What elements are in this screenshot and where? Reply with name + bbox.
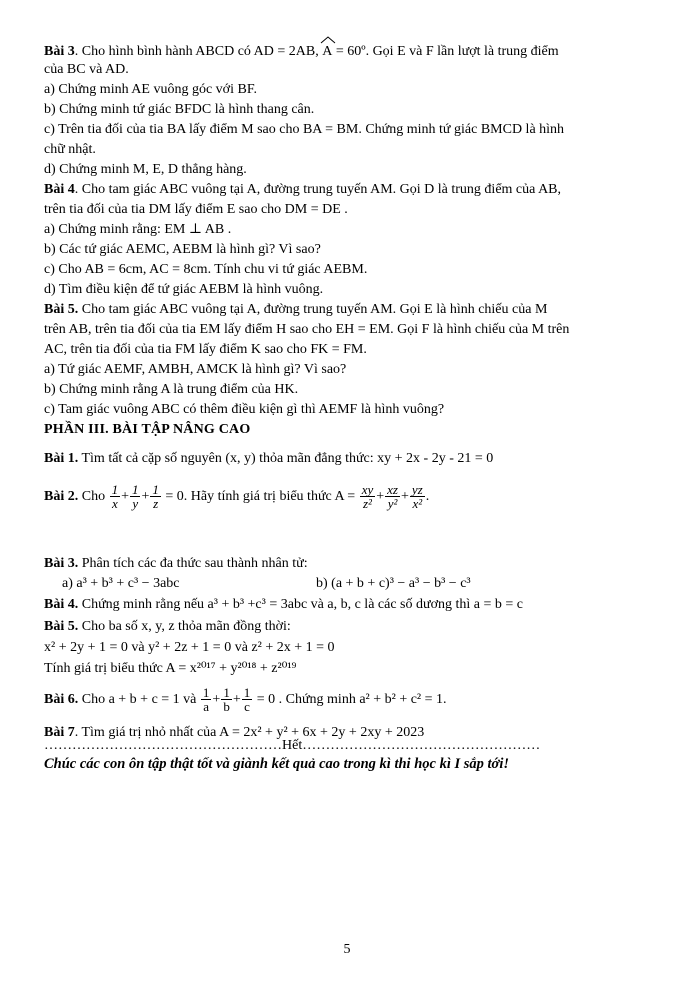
closing-message: Chúc các con ôn tập thật tốt và giành kết quả cao trong kì thi học kì I sắp tới! bbox=[44, 756, 509, 772]
problem-4-line-2: trên tia đối của tia DM lấy điểm E sao cho DM = DE . bbox=[44, 202, 348, 217]
fraction-yz-over-x2: $\frac{yz}{\text{x²}}$ bbox=[411, 482, 423, 512]
problem-3-line-2: của BC và AD. bbox=[44, 62, 129, 77]
problem-3-part-c: c) Trên tia đối của tia BA lấy điểm M sao cho BA = BM. Chứng minh tứ giác BMCD là hình bbox=[44, 122, 565, 137]
advanced-problem-3: Bài 3. Phân tích các đa thức sau thành nhân tử: bbox=[44, 556, 308, 571]
fraction-1-over-b: $\frac{1}{b}$ bbox=[223, 685, 230, 715]
dots-left: …………………………………………… bbox=[44, 738, 282, 753]
page-number: 5 bbox=[343, 942, 351, 957]
advanced-problem-3-part-b: b) (a + b + c)³ − a³ − b³ − c³ bbox=[316, 576, 471, 591]
section-heading: PHẦN III. BÀI TẬP NÂNG CAO bbox=[44, 422, 251, 437]
angle-hat-icon bbox=[320, 36, 336, 44]
problem-3-line-1: Bài 3. Cho hình bình hành ABCD có AD = 2AB, A = 60º. Gọi E và F lần lượt là trung điểm bbox=[44, 41, 559, 61]
advanced-problem-4: Bài 4. Chứng minh rằng nếu a³ + b³ +c³ = 3abc và a, b, c là các số dương thì a = b = c bbox=[44, 597, 523, 612]
advanced-problem-3-part-a: a) a³ + b³ + c³ − 3abc bbox=[62, 576, 180, 591]
problem-4-line-1: Bài 4. Cho tam giác ABC vuông tại A, đường trung tuyến AM. Gọi D là trung điểm của AB, bbox=[44, 182, 562, 197]
advanced-problem-2: Bài 2. Cho $\frac{1}{x}$ + $\frac{1}{y}$ + $\frac{1}{z}$ = 0. Hãy tính giá trị biểu thức A = $\frac{xy}{\text{z²}}$ + $\frac{xz}{\text{y²}}$ + $\frac{yz}{\text{x²}}$ . bbox=[44, 482, 430, 512]
problem-4-part-d: d) Tìm điều kiện để tứ giác AEBM là hình vuông. bbox=[44, 282, 324, 297]
fraction-1-over-y: $\frac{1}{y}$ bbox=[131, 482, 139, 512]
problem-5-line-2: trên AB, trên tia đối của tia EM lấy điểm H sao cho EH = EM. Gọi F là hình chiếu của M trên bbox=[44, 322, 570, 337]
problem-4-part-c: c) Cho AB = 6cm, AC = 8cm. Tính chu vi tứ giác AEBM. bbox=[44, 262, 368, 277]
angle-a: A bbox=[322, 41, 332, 61]
end-marker: Hết bbox=[282, 738, 303, 753]
problem-5-part-c: c) Tam giác vuông ABC có thêm điều kiện gì thì AEMF là hình vuông? bbox=[44, 402, 445, 417]
fraction-xy-over-z2: $\frac{xy}{\text{z²}}$ bbox=[361, 482, 374, 512]
end-divider bbox=[44, 737, 650, 755]
problem-4-part-b: b) Các tứ giác AEMC, AEBM là hình gì? Vì sao? bbox=[44, 242, 321, 257]
fraction-xz-over-y2: $\frac{xz}{\text{y²}}$ bbox=[387, 482, 398, 512]
fraction-1-over-x: $\frac{1}{x}$ bbox=[111, 482, 119, 512]
fraction-1-over-a: $\frac{1}{a}$ bbox=[202, 685, 210, 715]
problem-4-part-a: a) Chứng minh rằng: EM ⊥ AB . bbox=[44, 222, 232, 237]
advanced-problem-1: Bài 1. Tìm tất cả cặp số nguyên (x, y) thỏa mãn đẳng thức: xy + 2x - 2y - 21 = 0 bbox=[44, 451, 494, 466]
problem-3-part-b: b) Chứng minh tứ giác BFDC là hình thang cân. bbox=[44, 102, 315, 117]
advanced-problem-5-system: x² + 2y + 1 = 0 và y² + 2z + 1 = 0 và z² + 2x + 1 = 0 bbox=[44, 640, 335, 655]
advanced-problem-5-question: Tính giá trị biểu thức A = x²⁰¹⁷ + y²⁰¹⁸ + z²⁰¹⁹ bbox=[44, 661, 297, 676]
fraction-1-over-z: $\frac{1}{z}$ bbox=[152, 482, 159, 512]
fraction-1-over-c: $\frac{1}{c}$ bbox=[243, 685, 251, 715]
dots-right: …………………………………………… bbox=[302, 738, 541, 753]
advanced-problem-6: Bài 6. Cho a + b + c = 1 và $\frac{1}{a}$ + $\frac{1}{b}$ + $\frac{1}{c}$ = 0 . Chứng minh a² + b² + c² = 1. bbox=[44, 685, 447, 715]
problem-5-part-a: a) Tứ giác AEMF, AMBH, AMCK là hình gì? Vì sao? bbox=[44, 362, 347, 377]
problem-5-line-1: Bài 5. Cho tam giác ABC vuông tại A, đường trung tuyến AM. Gọi E là hình chiếu của M bbox=[44, 302, 548, 317]
advanced-problem-5: Bài 5. Cho ba số x, y, z thỏa mãn đồng thời: bbox=[44, 619, 291, 634]
problem-3-part-d: d) Chứng minh M, E, D thẳng hàng. bbox=[44, 162, 247, 177]
problem-5-part-b: b) Chứng minh rằng A là trung điểm của HK. bbox=[44, 382, 299, 397]
problem-5-line-3: AC, trên tia đối của tia FM lấy điểm K sao cho FK = FM. bbox=[44, 342, 367, 357]
problem-3-part-c-cont: chữ nhật. bbox=[44, 142, 96, 157]
problem-3-part-a: a) Chứng minh AE vuông góc với BF. bbox=[44, 82, 257, 97]
advanced-problem-7: Bài 7. Tìm giá trị nhỏ nhất của A = 2x² + y² + 6x + 2y + 2xy + 2023 bbox=[44, 725, 425, 740]
